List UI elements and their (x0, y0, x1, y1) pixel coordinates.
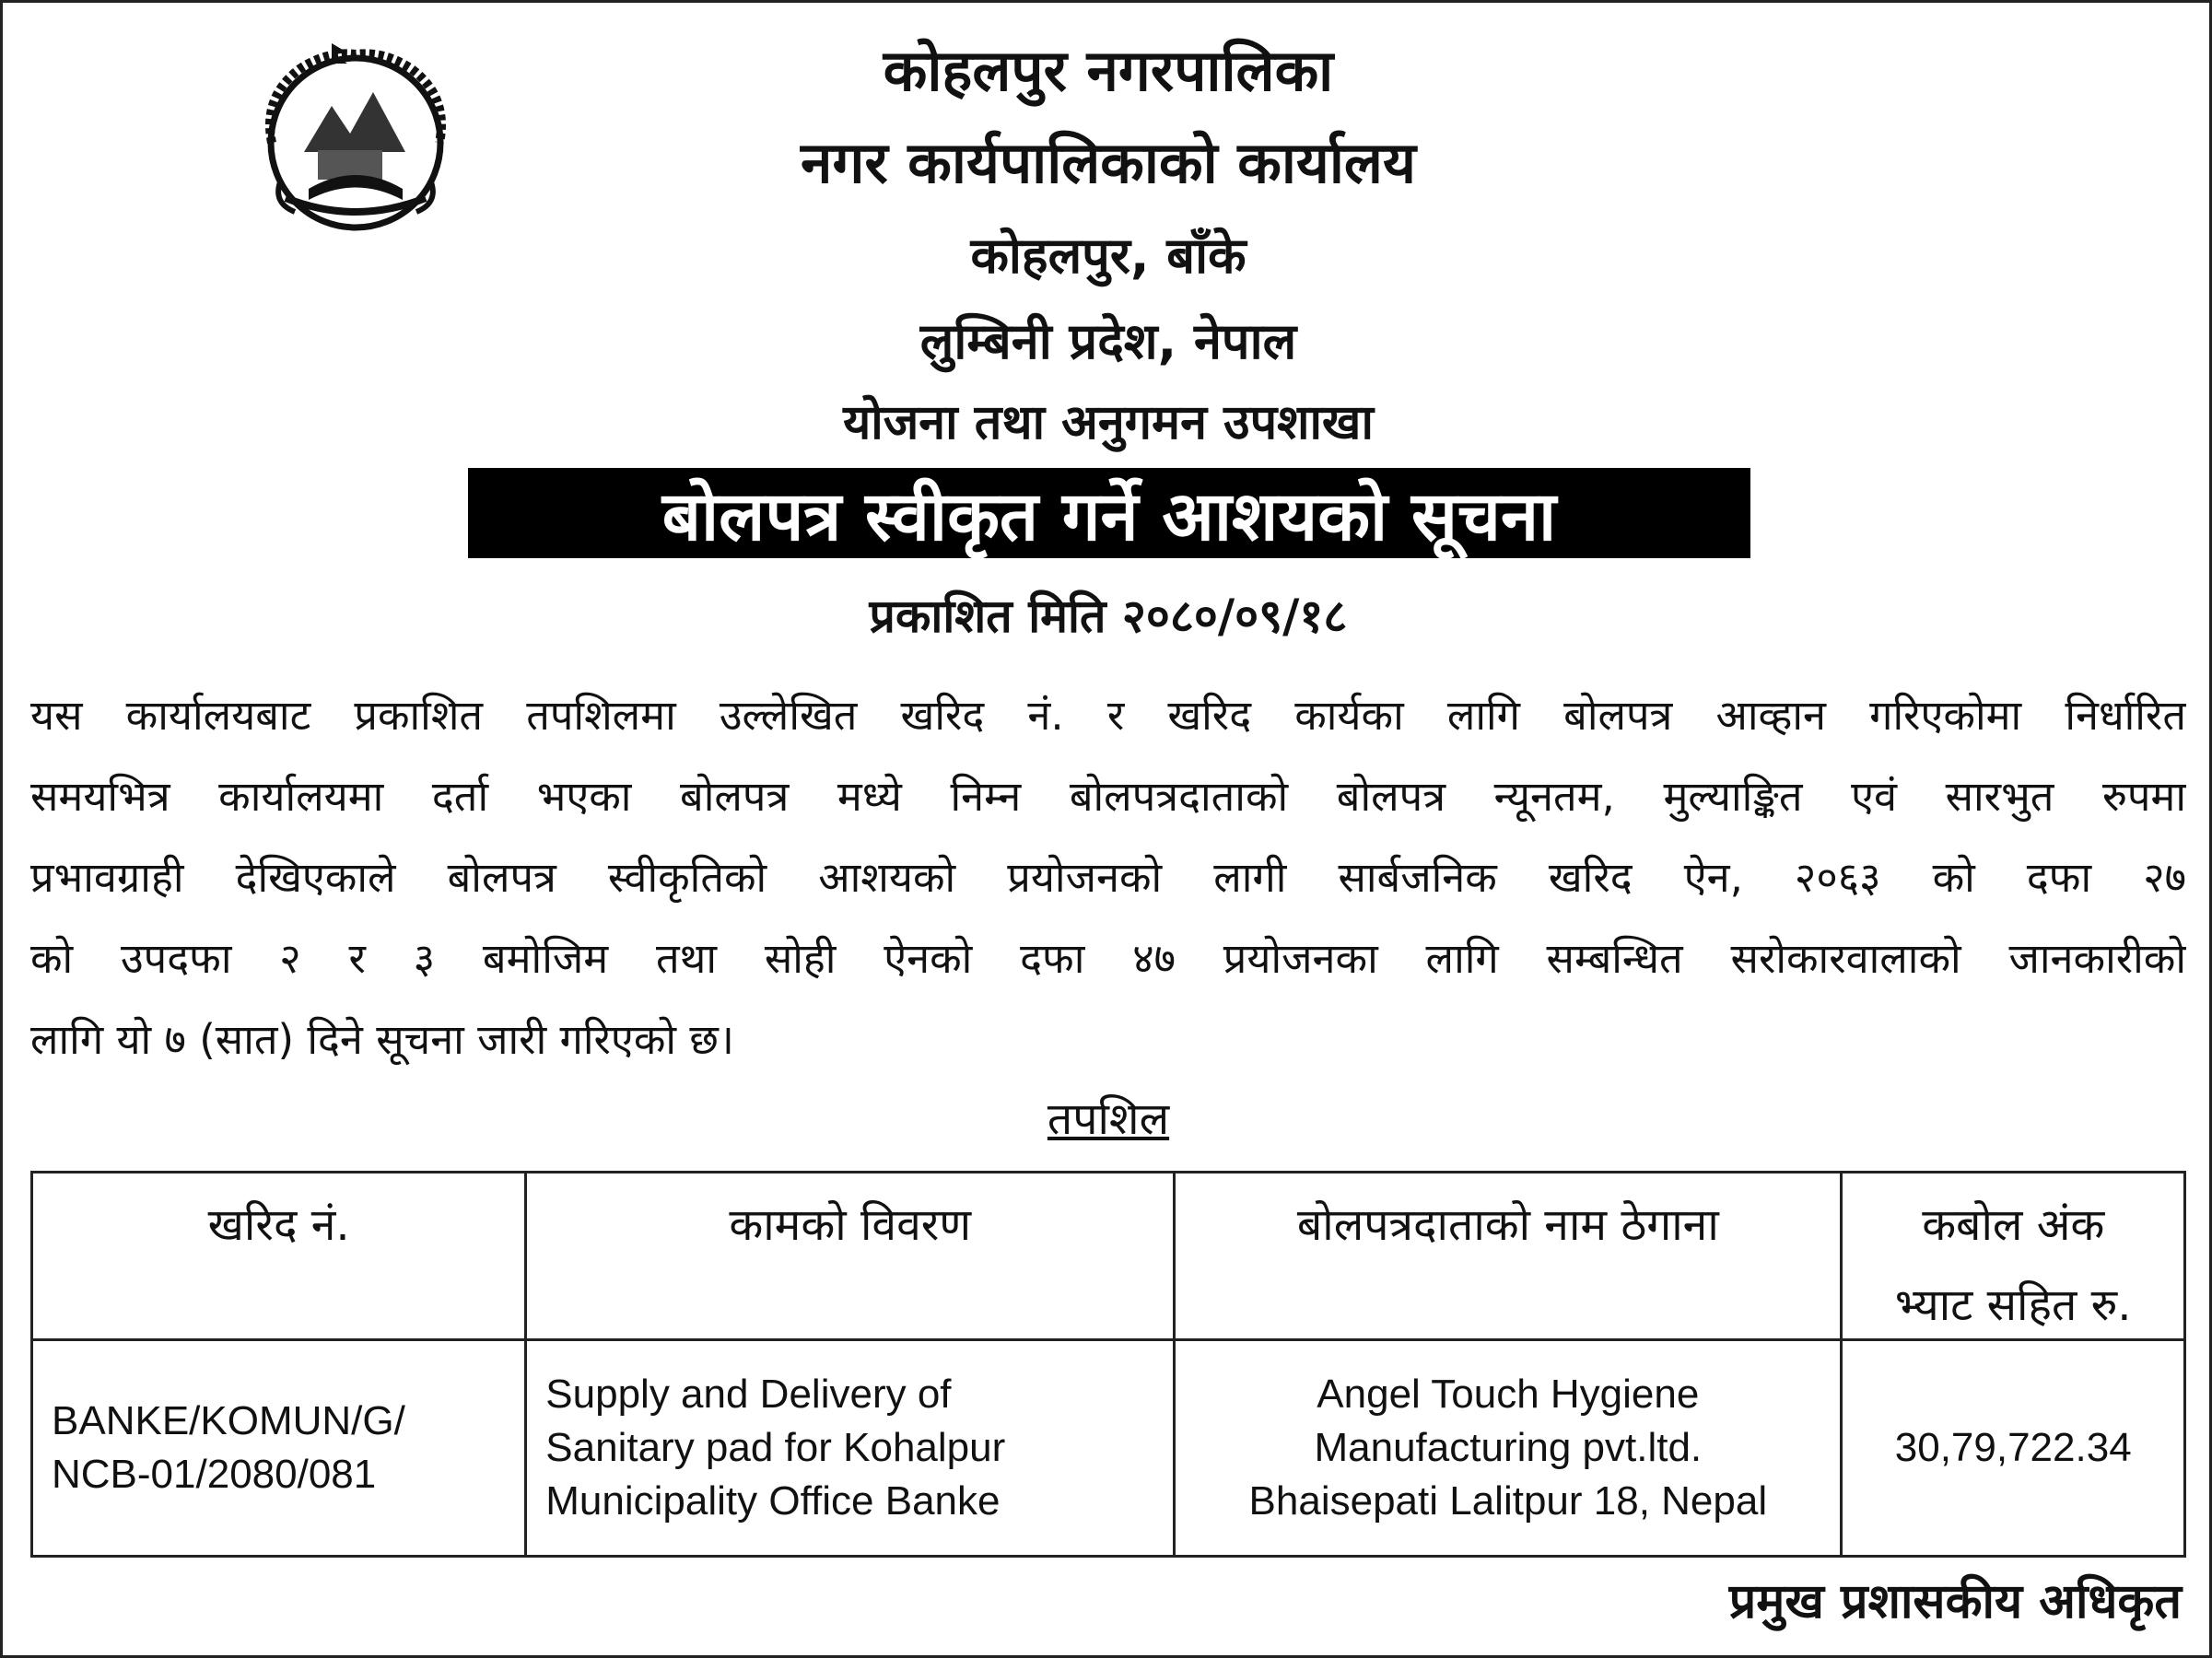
cell-line: Sanitary pad for Kohalpur (545, 1425, 1006, 1470)
cell-line: NCB-01/2080/081 (52, 1452, 377, 1497)
body-line: को उपदफा २ र ३ बमोजिम तथा सोही ऐनको दफा ४७ प्रयोजनका लागि सम्बन्धित सरोकारवालाको जानकारीको (30, 934, 2186, 983)
body-line: प्रभावग्राही देखिएकाले बोलपत्र स्वीकृतिको आशयको प्रयोजनको लागी सार्बजनिक खरिद ऐन, २०६३ को दफा २७ (30, 853, 2186, 902)
body-line: लागि यो ७ (सात) दिने सूचना जारी गरिएको छ। (30, 1015, 734, 1064)
body-line: यस कार्यालयबाट प्रकाशित तपशिलमा उल्लेखित खरिद नं. र खरिद कार्यका लागि बोलपत्र आव्हान गरिएकोमा निर्धारित (30, 691, 2186, 740)
table-row (32, 1340, 2185, 1557)
notice-body (30, 675, 2186, 1080)
header-description: कामको विवरण (526, 1173, 1175, 1340)
cell-line: Supply and Delivery of (545, 1372, 952, 1417)
published-date: प्रकाशित मिति २०८०/०९/१८ (869, 590, 1348, 643)
cell-line: 30,79,722.34 (1894, 1425, 2132, 1470)
signatory: प्रमुख प्रशासकीय अधिकृत (1728, 1574, 2182, 1629)
header-amount-line1: कबोल अंक (1922, 1199, 2105, 1251)
cell-description (526, 1340, 1175, 1557)
header-amount (1842, 1173, 2185, 1340)
cell-bidder (1175, 1340, 1842, 1557)
notice-title-banner (468, 468, 1750, 558)
cell-line: BANKE/KOMUN/G/ (52, 1398, 405, 1443)
header-procurement-no: खरिद नं. (32, 1173, 526, 1340)
header-bidder: बोलपत्रदाताको नाम ठेगाना (1175, 1173, 1842, 1340)
cell-procurement-no (32, 1340, 526, 1557)
cell-line: Bhaisepati Lalitpur 18, Nepal (1248, 1478, 1768, 1524)
table-caption: तपशिल (1047, 1093, 1170, 1145)
cell-line: Municipality Office Banke (545, 1478, 1001, 1524)
nepal-emblem-icon (244, 41, 467, 235)
section-name: योजना तथा अनुगमन उपशाखा (843, 395, 1374, 450)
body-line: समयभित्र कार्यालयमा दर्ता भएका बोलपत्र मध्ये निम्न बोलपत्रदाताको बोलपत्र न्यूनतम, मुल्याङ्कित एवं सारभुत रुपमा (30, 772, 2186, 821)
province-country: लुम्बिनी प्रदेश, नेपाल (919, 312, 1297, 370)
header-amount-line2: भ्याट सहित रु. (1894, 1279, 2132, 1331)
cell-amount (1842, 1340, 2185, 1557)
notice-title: बोलपत्र स्वीकृत गर्ने आशयको सूचना (661, 476, 1557, 556)
table-header-row (32, 1173, 2185, 1340)
details-table (30, 1171, 2186, 1558)
cell-line: Angel Touch Hygiene (1317, 1372, 1700, 1417)
cell-line: Manufacturing pvt.ltd. (1314, 1425, 1703, 1470)
office-address: कोहलपुर, बाँके (970, 227, 1246, 285)
office-name: नगर कार्यपालिकाको कार्यालय (801, 129, 1416, 196)
municipality-name: कोहलपुर नगरपालिका (883, 37, 1334, 104)
